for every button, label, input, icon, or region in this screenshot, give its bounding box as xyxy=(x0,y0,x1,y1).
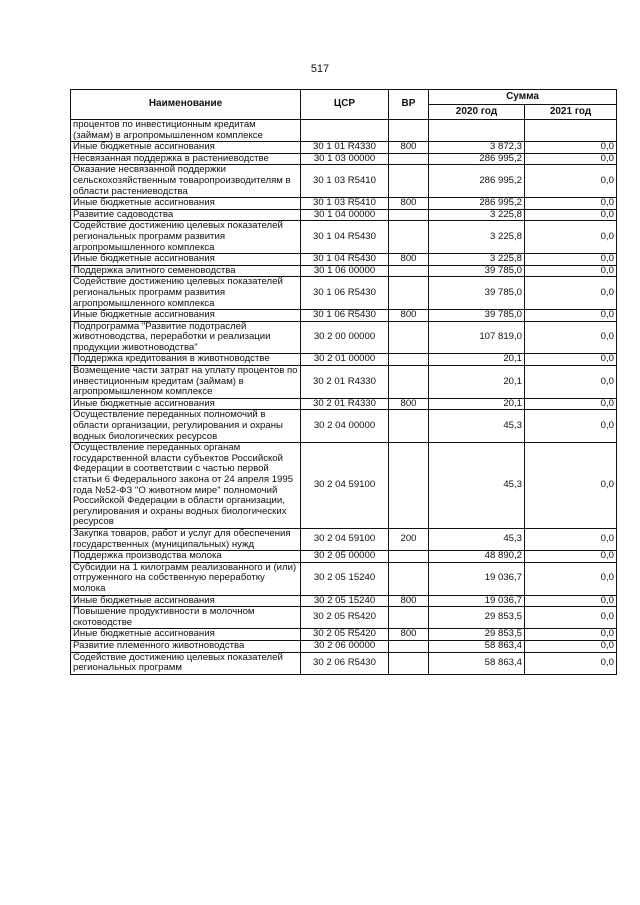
table-row xyxy=(71,265,617,277)
cell-csr: 30 2 04 00000 xyxy=(301,410,389,443)
cell-name: Иные бюджетные ассигнования xyxy=(71,198,301,210)
cell-csr: 30 1 06 R5430 xyxy=(301,277,389,310)
cell-y2020: 286 995,2 xyxy=(429,198,525,210)
cell-y2020: 45,3 xyxy=(429,410,525,443)
table-row xyxy=(71,398,617,410)
cell-y2020: 45,3 xyxy=(429,443,525,529)
cell-csr: 30 1 03 00000 xyxy=(301,153,389,165)
cell-csr: 30 2 04 59100 xyxy=(301,443,389,529)
cell-y2021: 0,0 xyxy=(525,254,617,266)
cell-y2021: 0,0 xyxy=(525,277,617,310)
cell-y2021: 0,0 xyxy=(525,310,617,322)
table-row xyxy=(71,652,617,674)
cell-name: Содействие достижению целевых показателей региональных программ развития агропромышленного комплекса xyxy=(71,221,301,254)
cell-y2021: 0,0 xyxy=(525,221,617,254)
cell-vr: 800 xyxy=(389,398,429,410)
cell-name: Осуществление переданных органам государственной власти субъектов Российской Федерации в соответствии с частью первой статьи 6 Федерального закона от 24 апреля 1995 года №52-ФЗ "О животном мире" полномочий Российской Федерации в области организации, регулирования и охраны водных биологических ресурсов xyxy=(71,443,301,529)
cell-csr: 30 2 01 00000 xyxy=(301,354,389,366)
cell-name: Содействие достижению целевых показателей региональных программ xyxy=(71,652,301,674)
cell-y2021: 0,0 xyxy=(525,321,617,354)
cell-vr xyxy=(389,410,429,443)
cell-y2020: 20,1 xyxy=(429,366,525,399)
cell-y2021: 0,0 xyxy=(525,443,617,529)
cell-csr: 30 2 01 R4330 xyxy=(301,398,389,410)
cell-vr xyxy=(389,209,429,221)
cell-vr: 200 xyxy=(389,528,429,550)
cell-csr: 30 2 05 15240 xyxy=(301,595,389,607)
cell-y2020: 107 819,0 xyxy=(429,321,525,354)
cell-csr: 30 2 06 R5430 xyxy=(301,652,389,674)
cell-csr: 30 2 06 00000 xyxy=(301,640,389,652)
cell-y2021: 0,0 xyxy=(525,354,617,366)
table-row xyxy=(71,254,617,266)
cell-name: Содействие достижению целевых показателей региональных программ развития агропромышленного комплекса xyxy=(71,277,301,310)
cell-y2020: 39 785,0 xyxy=(429,265,525,277)
cell-y2020: 39 785,0 xyxy=(429,310,525,322)
cell-vr: 800 xyxy=(389,142,429,154)
budget-table xyxy=(70,89,617,675)
cell-name: Иные бюджетные ассигнования xyxy=(71,310,301,322)
cell-y2021: 0,0 xyxy=(525,551,617,563)
cell-csr: 30 2 04 59100 xyxy=(301,528,389,550)
cell-csr: 30 1 01 R4330 xyxy=(301,142,389,154)
cell-y2021: 0,0 xyxy=(525,607,617,629)
table-row xyxy=(71,221,617,254)
table-row xyxy=(71,142,617,154)
cell-name: процентов по инвестиционным кредитам (займам) в агропромышленном комплексе xyxy=(71,120,301,142)
table-row xyxy=(71,321,617,354)
header-row-top xyxy=(71,90,617,105)
cell-vr xyxy=(389,321,429,354)
table-row xyxy=(71,310,617,322)
cell-y2021: 0,0 xyxy=(525,398,617,410)
cell-y2021: 0,0 xyxy=(525,153,617,165)
cell-name: Несвязанная поддержка в растениеводстве xyxy=(71,153,301,165)
cell-csr: 30 1 03 R5410 xyxy=(301,198,389,210)
cell-csr: 30 2 05 R5420 xyxy=(301,607,389,629)
cell-y2020: 20,1 xyxy=(429,398,525,410)
table-row xyxy=(71,209,617,221)
table-row xyxy=(71,629,617,641)
header-vr: ВР xyxy=(389,90,429,120)
cell-name: Иные бюджетные ассигнования xyxy=(71,398,301,410)
cell-y2021: 0,0 xyxy=(525,209,617,221)
cell-y2020: 3 225,8 xyxy=(429,209,525,221)
cell-csr: 30 2 00 00000 xyxy=(301,321,389,354)
table-row xyxy=(71,607,617,629)
cell-y2021: 0,0 xyxy=(525,562,617,595)
cell-csr: 30 1 03 R5410 xyxy=(301,165,389,198)
cell-name: Иные бюджетные ассигнования xyxy=(71,142,301,154)
cell-name: Иные бюджетные ассигнования xyxy=(71,629,301,641)
cell-y2020: 20,1 xyxy=(429,354,525,366)
cell-name: Поддержка элитного семеноводства xyxy=(71,265,301,277)
cell-y2020: 3 872,3 xyxy=(429,142,525,154)
cell-name: Субсидии на 1 килограмм реализованного и (или) отгруженного на собственную переработку молока xyxy=(71,562,301,595)
table-row xyxy=(71,562,617,595)
table-row xyxy=(71,153,617,165)
table-row xyxy=(71,528,617,550)
cell-y2020: 286 995,2 xyxy=(429,153,525,165)
cell-vr xyxy=(389,607,429,629)
cell-y2020: 3 225,8 xyxy=(429,254,525,266)
cell-vr xyxy=(389,443,429,529)
cell-y2020: 29 853,5 xyxy=(429,607,525,629)
cell-y2021: 0,0 xyxy=(525,198,617,210)
cell-y2020: 45,3 xyxy=(429,528,525,550)
table-body xyxy=(71,120,617,675)
cell-y2021: 0,0 xyxy=(525,652,617,674)
table-row xyxy=(71,551,617,563)
cell-vr xyxy=(389,640,429,652)
table-row xyxy=(71,277,617,310)
cell-csr: 30 1 04 R5430 xyxy=(301,221,389,254)
cell-name: Закупка товаров, работ и услуг для обеспечения государственных (муниципальных) нужд xyxy=(71,528,301,550)
cell-csr: 30 2 05 00000 xyxy=(301,551,389,563)
cell-vr: 800 xyxy=(389,595,429,607)
cell-name: Возмещение части затрат на уплату процентов по инвестиционным кредитам (займам) в агропромышленном комплексе xyxy=(71,366,301,399)
cell-vr: 800 xyxy=(389,310,429,322)
header-name: Наименование xyxy=(71,90,301,120)
cell-vr: 800 xyxy=(389,198,429,210)
cell-csr xyxy=(301,120,389,142)
table-row xyxy=(71,165,617,198)
cell-vr xyxy=(389,562,429,595)
cell-y2021: 0,0 xyxy=(525,265,617,277)
cell-y2021 xyxy=(525,120,617,142)
cell-y2021: 0,0 xyxy=(525,366,617,399)
cell-vr xyxy=(389,277,429,310)
header-csr: ЦСР xyxy=(301,90,389,120)
cell-name: Развитие племенного животноводства xyxy=(71,640,301,652)
cell-y2020: 3 225,8 xyxy=(429,221,525,254)
cell-csr: 30 1 06 00000 xyxy=(301,265,389,277)
cell-name: Осуществление переданных полномочий в области организации, регулирования и охраны водных биологических ресурсов xyxy=(71,410,301,443)
cell-name: Развитие садоводства xyxy=(71,209,301,221)
cell-y2021: 0,0 xyxy=(525,629,617,641)
table-row xyxy=(71,354,617,366)
cell-y2021: 0,0 xyxy=(525,595,617,607)
cell-vr xyxy=(389,354,429,366)
cell-csr: 30 1 04 00000 xyxy=(301,209,389,221)
cell-csr: 30 2 05 15240 xyxy=(301,562,389,595)
cell-name: Иные бюджетные ассигнования xyxy=(71,595,301,607)
cell-vr xyxy=(389,120,429,142)
cell-vr xyxy=(389,551,429,563)
cell-y2020 xyxy=(429,120,525,142)
cell-vr: 800 xyxy=(389,254,429,266)
cell-y2020: 39 785,0 xyxy=(429,277,525,310)
cell-y2020: 58 863,4 xyxy=(429,652,525,674)
cell-y2020: 48 890,2 xyxy=(429,551,525,563)
cell-vr xyxy=(389,652,429,674)
cell-name: Поддержка производства молока xyxy=(71,551,301,563)
cell-name: Повышение продуктивности в молочном скотоводстве xyxy=(71,607,301,629)
table-row xyxy=(71,120,617,142)
cell-vr: 800 xyxy=(389,629,429,641)
cell-csr: 30 2 01 R4330 xyxy=(301,366,389,399)
header-sum: Сумма xyxy=(429,90,617,105)
cell-vr xyxy=(389,221,429,254)
cell-y2021: 0,0 xyxy=(525,165,617,198)
cell-csr: 30 2 05 R5420 xyxy=(301,629,389,641)
cell-csr: 30 1 04 R5430 xyxy=(301,254,389,266)
cell-vr xyxy=(389,366,429,399)
cell-name: Подпрограмма "Развитие подотраслей животноводства, переработки и реализации продукции животноводства" xyxy=(71,321,301,354)
cell-name: Оказание несвязанной поддержки сельскохозяйственным товаропроизводителям в области растениеводства xyxy=(71,165,301,198)
cell-y2021: 0,0 xyxy=(525,640,617,652)
cell-y2020: 29 853,5 xyxy=(429,629,525,641)
cell-name: Иные бюджетные ассигнования xyxy=(71,254,301,266)
cell-y2020: 58 863,4 xyxy=(429,640,525,652)
cell-csr: 30 1 06 R5430 xyxy=(301,310,389,322)
cell-vr xyxy=(389,265,429,277)
cell-y2021: 0,0 xyxy=(525,410,617,443)
cell-vr xyxy=(389,153,429,165)
cell-y2020: 19 036,7 xyxy=(429,562,525,595)
table-row xyxy=(71,198,617,210)
cell-y2020: 19 036,7 xyxy=(429,595,525,607)
cell-y2020: 286 995,2 xyxy=(429,165,525,198)
cell-y2021: 0,0 xyxy=(525,142,617,154)
table-row xyxy=(71,366,617,399)
table-row xyxy=(71,410,617,443)
table-row xyxy=(71,595,617,607)
header-2021: 2021 год xyxy=(525,105,617,120)
cell-y2021: 0,0 xyxy=(525,528,617,550)
header-2020: 2020 год xyxy=(429,105,525,120)
page-number: 517 xyxy=(310,63,330,75)
cell-vr xyxy=(389,165,429,198)
cell-name: Поддержка кредитования в животноводстве xyxy=(71,354,301,366)
table-row xyxy=(71,443,617,529)
table-row xyxy=(71,640,617,652)
